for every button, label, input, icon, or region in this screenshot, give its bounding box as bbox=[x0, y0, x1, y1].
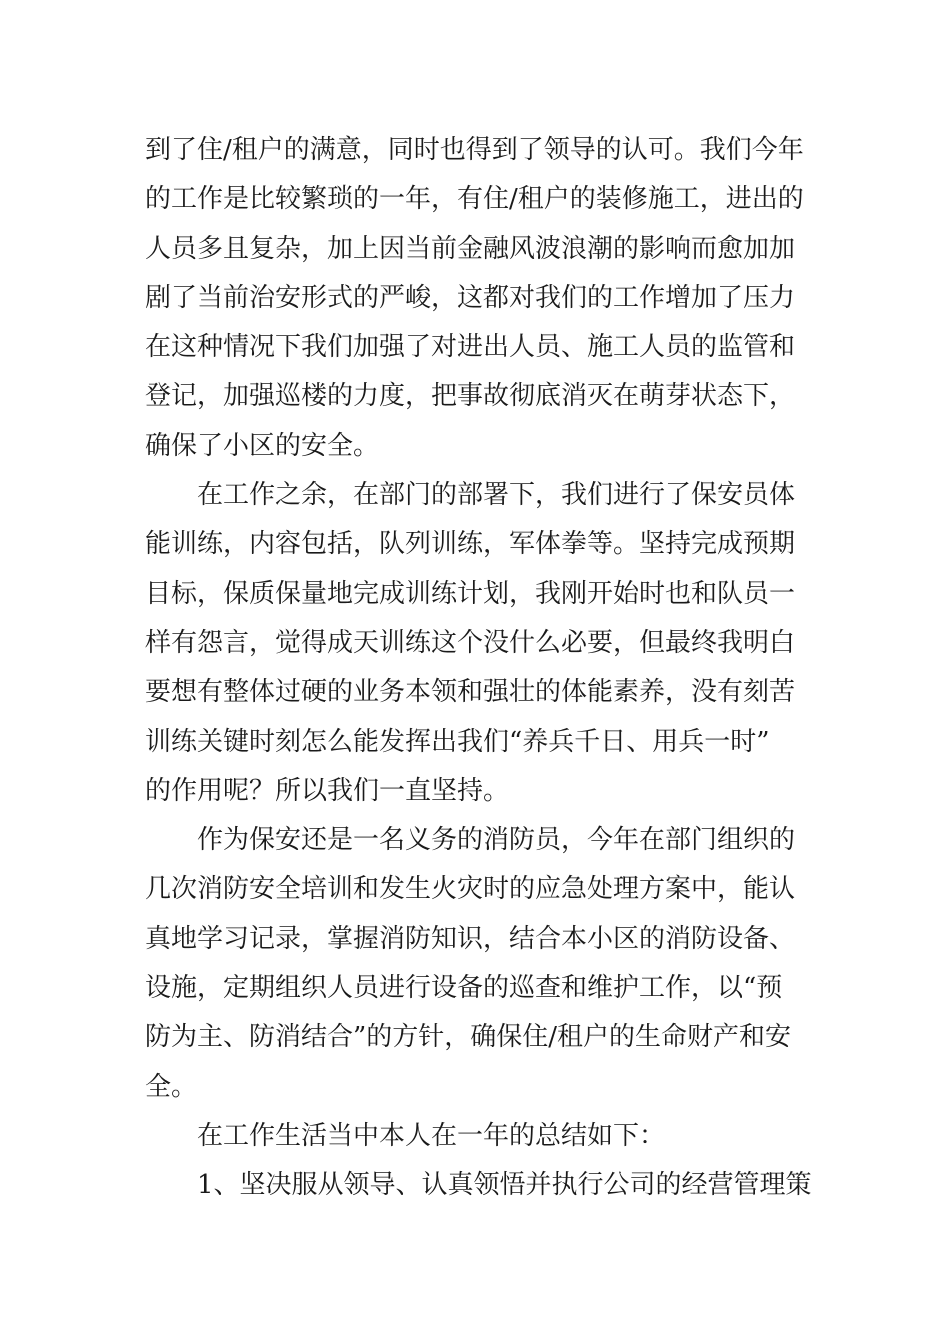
text-line: 1、坚决服从领导、认真领悟并执行公司的经营管理策 bbox=[197, 1170, 812, 1201]
text-line: 训练关键时刻怎么能发挥出我们“养兵千日、用兵一时” bbox=[145, 726, 770, 757]
text-line: 剧了当前治安形式的严峻，这都对我们的工作增加了压力 bbox=[145, 282, 796, 313]
text-line: 样有怨言，觉得成天训练这个没什么必要，但最终我明白 bbox=[145, 627, 796, 658]
text-line: 作为保安还是一名义务的消防员，今年在部门组织的 bbox=[197, 825, 796, 856]
text-line: 防为主、防消结合”的方针，确保住/租户的生命财产和安 bbox=[145, 1022, 792, 1053]
text-line: 真地学习记录，掌握消防知识，结合本小区的消防设备、 bbox=[145, 923, 796, 954]
text-line: 登记，加强巡楼的力度，把事故彻底消灭在萌芽状态下， bbox=[145, 381, 796, 412]
text-line: 要想有整体过硬的业务本领和强壮的体能素养，没有刻苦 bbox=[145, 677, 796, 708]
text-line: 的工作是比较繁琐的一年，有住/租户的装修施工，进出的 bbox=[145, 184, 804, 215]
text-line: 几次消防安全培训和发生火灾时的应急处理方案中，能认 bbox=[145, 874, 796, 905]
text-line: 在工作生活当中本人在一年的总结如下： bbox=[197, 1120, 666, 1151]
text-line: 确保了小区的安全。 bbox=[145, 430, 380, 461]
text-line: 全。 bbox=[145, 1071, 198, 1102]
text-line: 目标，保质保量地完成训练计划，我刚开始时也和队员一 bbox=[145, 578, 796, 609]
text-line: 的作用呢？所以我们一直坚持。 bbox=[145, 775, 510, 806]
text-line: 到了住/租户的满意，同时也得到了领导的认可。我们今年 bbox=[145, 135, 804, 165]
text-line: 在这种情况下我们加强了对进出人员、施工人员的监管和 bbox=[145, 332, 796, 363]
text-line: 设施，定期组织人员进行设备的巡查和维护工作，以“预 bbox=[145, 973, 783, 1004]
text-line: 在工作之余，在部门的部署下，我们进行了保安员体 bbox=[197, 480, 796, 511]
text-line: 人员多且复杂，加上因当前金融风波浪潮的影响而愈加加 bbox=[145, 233, 796, 264]
text-line: 能训练，内容包括，队列训练，军体拳等。坚持完成预期 bbox=[145, 529, 796, 560]
body-text bbox=[145, 126, 815, 1211]
